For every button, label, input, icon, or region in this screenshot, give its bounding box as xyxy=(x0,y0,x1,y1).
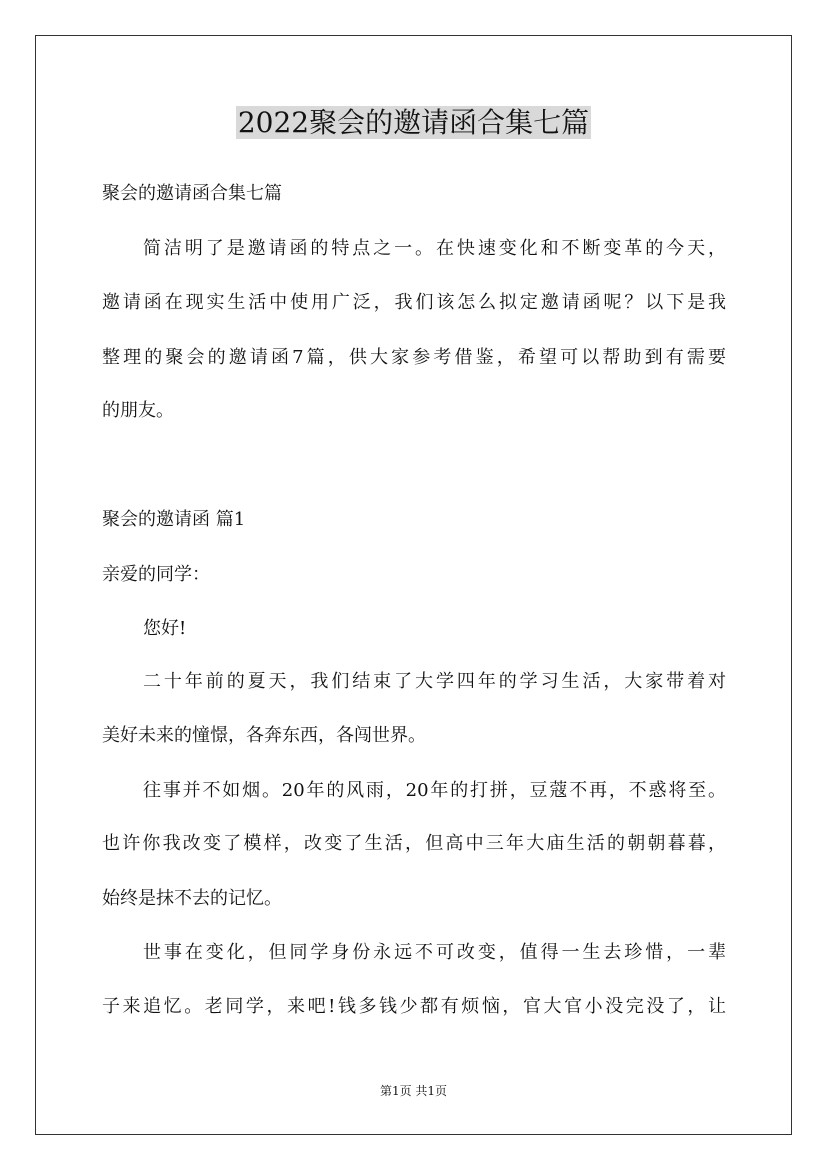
document-title-text: 2022聚会的邀请函合集七篇 xyxy=(237,106,590,139)
paragraph-line: 始终是抹不去的记忆。 xyxy=(102,888,282,909)
intro-line: 邀请函在现实生活中使用广泛，我们该怎么拟定邀请函呢？以下是我 xyxy=(102,292,726,313)
section-heading: 聚会的邀请函 篇1 xyxy=(102,509,246,530)
paragraph-line: 子来追忆。老同学，来吧!钱多钱少都有烦恼，官大官小没完没了，让 xyxy=(102,996,726,1017)
page-footer: 第1页 共1页 xyxy=(379,1084,448,1098)
paragraph-line: 世事在变化，但同学身份永远不可改变，值得一生去珍惜，一辈 xyxy=(143,942,726,963)
document-title xyxy=(0,103,827,143)
intro-line: 简洁明了是邀请函的特点之一。在快速变化和不断变革的今天， xyxy=(143,238,726,259)
document-subtitle: 聚会的邀请函合集七篇 xyxy=(102,183,282,204)
paragraph-line: 二十年前的夏天，我们结束了大学四年的学习生活，大家带着对 xyxy=(143,671,726,692)
greeting: 您好! xyxy=(143,618,187,639)
intro-line: 的朋友。 xyxy=(102,400,174,421)
paragraph-line: 也许你我改变了模样，改变了生活，但高中三年大庙生活的朝朝暮暮， xyxy=(102,833,726,854)
paragraph-line: 往事并不如烟。20年的风雨，20年的打拼，豆蔻不再，不惑将至。 xyxy=(143,780,726,801)
salutation: 亲爱的同学： xyxy=(102,564,210,585)
paragraph-line: 美好未来的憧憬，各奔东西，各闯世界。 xyxy=(102,725,426,746)
intro-line: 整理的聚会的邀请函7篇，供大家参考借鉴，希望可以帮助到有需要 xyxy=(102,347,726,368)
